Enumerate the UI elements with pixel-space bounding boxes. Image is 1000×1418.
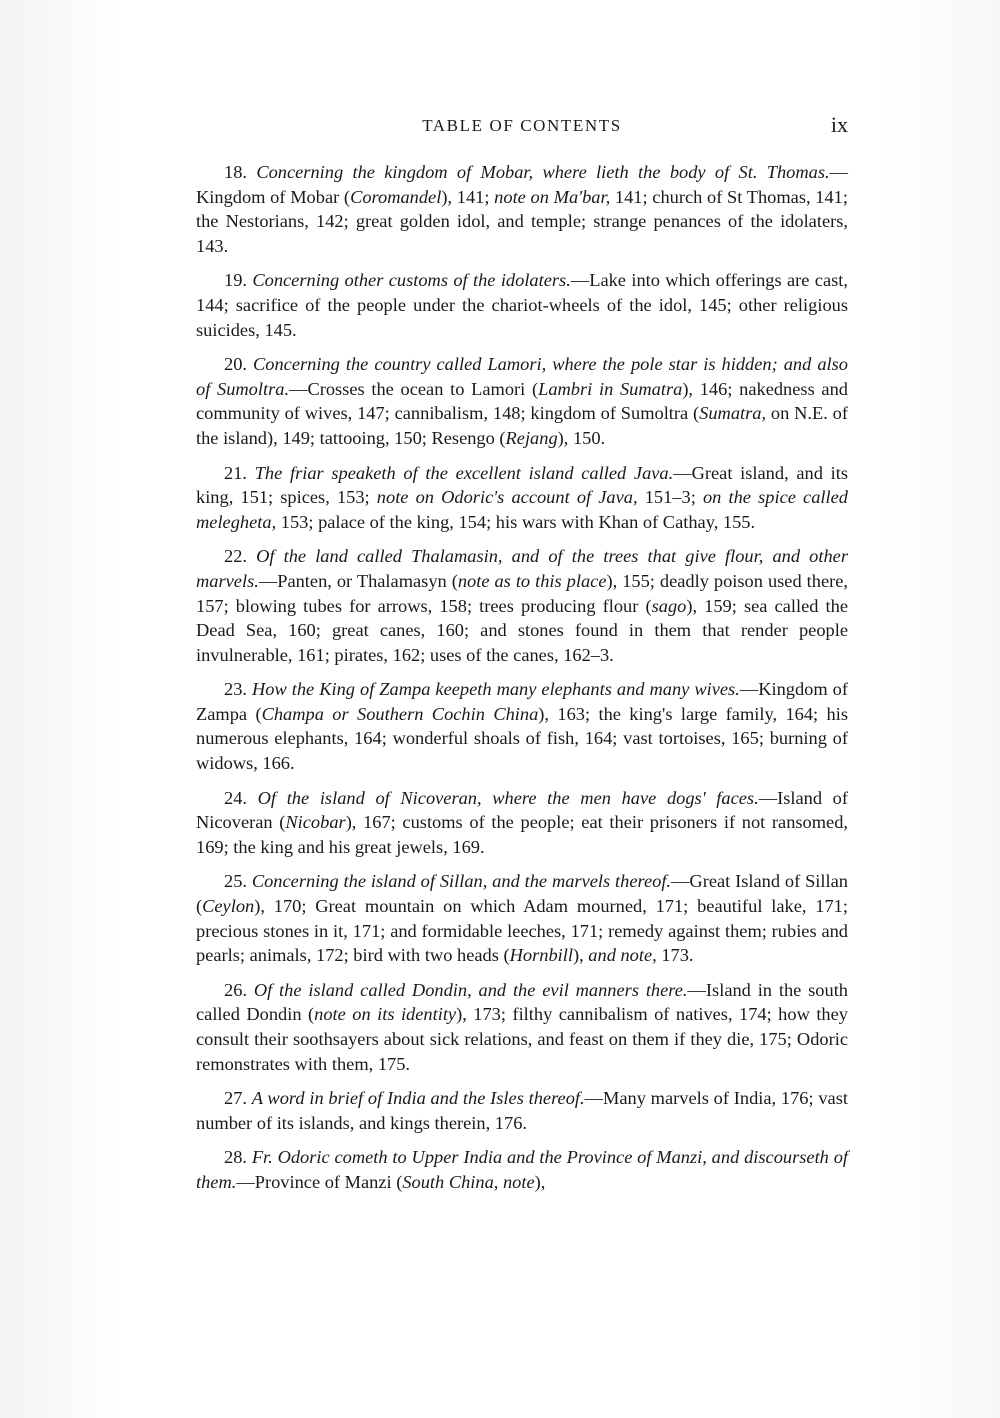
toc-entry-26 [196, 978, 848, 1076]
entry-italic-text: A word in brief of India and the Isles thereof. [251, 1088, 585, 1109]
entry-italic-text: Coromandel [350, 186, 442, 207]
entry-italic-text: note as to this place [457, 570, 607, 591]
entry-italic-text: note on Ma'bar, [494, 186, 611, 207]
entry-text: ), [534, 1171, 546, 1192]
page-header [196, 112, 848, 144]
entry-text: ), 150. [557, 427, 606, 448]
entry-italic-text: and note, [588, 945, 657, 966]
entry-text: —Kingdom of Zampa ( [196, 679, 848, 724]
entry-italic-text: Concerning the kingdom of Mobar, where lieth the body of St. Thomas. [256, 162, 830, 182]
toc-entry-18 [196, 160, 848, 258]
entry-italic-text: Ceylon [202, 896, 255, 917]
entry-text: —Crosses the ocean to Lamori ( [289, 378, 539, 399]
entry-number: 28. [224, 1147, 252, 1168]
entry-number: 20. [224, 354, 253, 375]
entry-number: 21. [224, 462, 255, 483]
toc-entry-27 [196, 1086, 848, 1135]
entry-text: —Great island, and its king, 151; spices, 153; [196, 462, 848, 508]
entry-text: —Many marvels of India, 176; vast number of its islands, and kings therein, 176. [196, 1088, 848, 1133]
entry-italic-text: note on its identity [314, 1004, 457, 1025]
entry-italic-text: Champa or Southern Cochin China [261, 703, 539, 724]
entry-text: —Panten, or Thalamasyn ( [258, 570, 458, 591]
toc-entry-24 [196, 786, 848, 860]
entry-italic-text: Of the island called Dondin, and the evil manners there. [253, 979, 688, 1000]
entry-italic-text: South China, note [402, 1171, 535, 1192]
entry-text: ), 155; deadly poison used there, 157; blowing tubes for arrows, 158; trees producing flour ( [196, 570, 848, 616]
entry-text: on N.E. of the island), 149; tattooing, 150; Resengo ( [196, 403, 848, 448]
entry-number: 26. [224, 979, 254, 1000]
entry-text: 153; palace of the king, 154; his wars with Khan of Cathay, 155. [276, 511, 756, 532]
entry-italic-text: sago [651, 595, 687, 616]
entry-text: ), 159; sea called the Dead Sea, 160; great canes, 160; and stones found in them that render people invulnerable, 161; pirates, 162; uses of the canes, 162–3. [196, 595, 848, 665]
toc-entry-25 [196, 869, 848, 967]
entry-italic-text: Lambri in Sumatra [538, 378, 683, 399]
entry-text: —Lake into which offerings are cast, 144; sacrifice of the people under the chariot-wheels of the idol, 145; other religious suicides, 145. [196, 270, 849, 340]
entry-italic-text: Sumatra, [699, 403, 767, 424]
entry-number: 23. [224, 679, 252, 700]
entry-text: 151–3; [637, 487, 703, 508]
entry-number: 18. [224, 162, 257, 182]
entry-text: ), 170; Great mountain on which Adam mourned, 171; beautiful lake, 171; precious stones in it, 171; and formidable leeches, 171; remedy against them; rubies and pearls; animals, 172; bird with two heads ( [196, 896, 848, 966]
entry-italic-text: Of the island of Nicoveran, where the men have dogs' faces. [257, 787, 759, 808]
entry-number: 19. [224, 270, 253, 291]
entry-text: —Island in the south called Dondin ( [196, 979, 848, 1025]
entry-number: 24. [224, 787, 258, 808]
entry-number: 25. [224, 871, 252, 892]
toc-entry-23 [196, 677, 848, 775]
entry-text: —Great Island of Sillan ( [196, 871, 848, 917]
entry-italic-text: Nicobar [285, 812, 346, 833]
running-title: TABLE OF CONTENTS [422, 116, 622, 135]
entry-italic-text: Of the land called Thalamasin, and of the trees that give flour, and other marvels. [196, 546, 848, 591]
entry-italic-text: Hornbill [509, 945, 573, 966]
toc-entry-28 [196, 1145, 848, 1194]
entry-text: ), 163; the king's large family, 164; his numerous elephants, 164; wonderful shoals of fish, 164; vast tortoises, 165; burning of widows, 166. [196, 703, 848, 774]
entry-text: —Island of Nicoveran ( [196, 787, 848, 833]
entry-number: 27. [224, 1088, 252, 1109]
entry-italic-text: How the King of Zampa keepeth many elephants and many wives. [252, 679, 740, 700]
table-of-contents [196, 160, 848, 1205]
entry-italic-text: Concerning the country called Lamori, where the pole star is hidden; and also of Sumoltra. [196, 354, 848, 399]
entry-text: ), 146; nakedness and community of wives, 147; cannibalism, 148; kingdom of Sumoltra ( [196, 378, 848, 424]
toc-entry-21 [196, 461, 848, 535]
entry-text: 141; church of St Thomas, 141; the Nestorians, 142; great golden idol, and temple; strange penances of the idolaters, 143. [196, 186, 848, 256]
entry-text: ), 167; customs of the people; eat their prisoners if not ransomed, 169; the king and his great jewels, 169. [196, 812, 849, 857]
entry-number: 22. [224, 546, 257, 567]
page-number: ix [830, 112, 848, 137]
toc-entry-19 [196, 268, 848, 342]
toc-entry-22 [196, 544, 848, 667]
entry-italic-text: Concerning the island of Sillan, and the marvels thereof. [251, 871, 672, 892]
entry-text: ), 141; [441, 186, 495, 207]
entry-text: —Province of Manzi ( [236, 1171, 403, 1192]
entry-italic-text: The friar speaketh of the excellent island called Java. [254, 462, 674, 483]
entry-italic-text: on the spice called melegheta, [196, 487, 848, 532]
entry-text: ), 173; filthy cannibalism of natives, 174; how they consult their soothsayers about sick relations, and feast on them if they die, 175; Odoric remonstrates with them, 175. [196, 1004, 848, 1074]
entry-italic-text: Fr. Odoric cometh to Upper India and the Province of Manzi, and discourseth of them. [196, 1147, 848, 1192]
toc-entry-20 [196, 352, 848, 450]
entry-italic-text: Rejang [505, 427, 558, 448]
entry-text: 173. [656, 945, 694, 966]
entry-text: —Kingdom of Mobar ( [196, 162, 848, 207]
entry-italic-text: note on Odoric's account of Java, [376, 487, 638, 508]
entry-italic-text: Concerning other customs of the idolaters. [252, 270, 571, 291]
entry-text: ), [572, 945, 589, 966]
